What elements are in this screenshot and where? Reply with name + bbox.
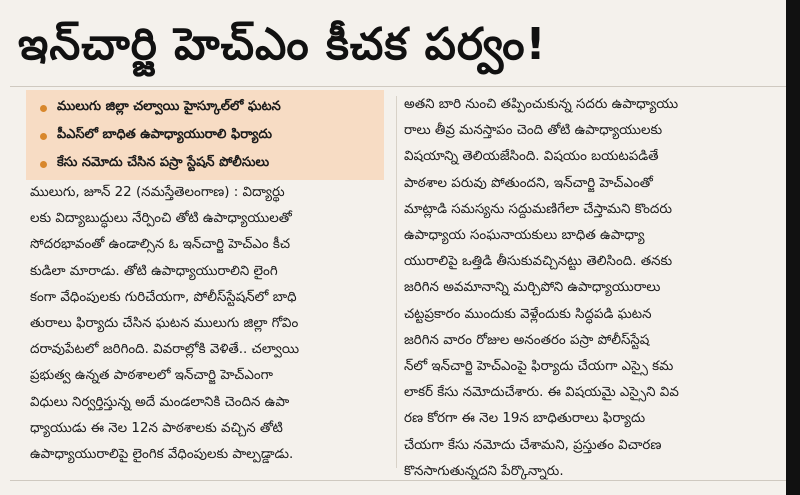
text-line: ప్రభుత్వ ఉన్నత పాఠశాలలో ఇన్‌చార్జి హెచ్‌ఎంగా <box>30 368 274 384</box>
highlight-item <box>26 122 384 150</box>
text-line: యురాలిపై ఒత్తిడి తీసుకువచ్చినట్టు తెలిసింది. తనకు <box>404 254 673 270</box>
text-line: విషయాన్ని తెలియజేసింది. విషయం బయటపడితే <box>404 149 659 165</box>
article-right-column <box>404 92 782 485</box>
highlights-box <box>26 90 384 180</box>
text-line: చట్టప్రకారం ముందుకు వెళ్లేందుకు సిద్ధపడి ఘటన <box>404 306 652 322</box>
highlight-text: ములుగు జిల్లా చల్వాయి హైస్కూల్‌లో ఘటన <box>57 99 281 114</box>
bottom-divider <box>10 480 786 481</box>
text-line: న్‌లో ఇన్‌చార్జి హెచ్‌ఎంపై ఫిర్యాదు చేయగా ఎస్సై కమ <box>404 359 674 375</box>
highlight-text: పీఎస్‌లో బాధిత ఉపాధ్యాయురాలి ఫిర్యాదు <box>57 127 273 142</box>
bullet-dot-icon <box>40 133 47 140</box>
highlight-text: కేసు నమోదు చేసిన పస్రా స్టేషన్ పోలీసులు <box>57 155 270 170</box>
article-left-column <box>30 180 390 468</box>
headline: ఇన్‌చార్జి హెచ్‌ఎం కీచక పర్వం! <box>18 19 547 70</box>
text-line: కొనసాగుతున్నదని పేర్కొన్నారు. <box>404 463 564 479</box>
text-line: ఉపాధ్యాయురాలిపై లైంగిక వేధింపులకు పాల్పడ్డాడు. <box>30 447 294 463</box>
text-line: లకు విద్యాబుద్ధులు నేర్పించి తోటి ఉపాధ్యాయులతో <box>30 211 292 227</box>
text-line: జరిగిన వారం రోజుల అనంతరం పస్రా పోలీస్‌స్టేష <box>404 332 650 348</box>
text-line: రణ కోరగా ఈ నెల 19న బాధితురాలు ఫిర్యాదు <box>404 411 646 427</box>
text-line: లాకర్ కేసు నమోదుచేశారు. ఈ విషయమై ఎస్సైని వివ <box>404 385 679 401</box>
text-line: పాఠశాల పరువు పోతుందని, ఇన్‌చార్జి హెచ్‌ఎంతో <box>404 175 653 191</box>
headline-divider <box>10 86 786 87</box>
text-line: మాట్లాడి సమస్యను సద్దుమణిగేలా చేస్తామని కొందరు <box>404 201 672 217</box>
bullet-dot-icon <box>40 105 47 112</box>
text-line: సోదరభావంతో ఉండాల్సిన ఓ ఇన్‌చార్జి హెచ్‌ఎం కీచ <box>30 237 291 253</box>
page-edge-rule <box>786 0 800 495</box>
text-line: విధులు నిర్వర్తిస్తున్న అదే మండలానికి చెందిన ఉపా <box>30 394 290 410</box>
text-line: చేయగా కేసు నమోదు చేశామని, ప్రస్తుతం విచారణ <box>404 437 662 453</box>
text-line: తురాలు ఫిర్యాదు చేసిన ఘటన ములుగు జిల్లా గోవిం <box>30 316 299 332</box>
text-line: జరిగిన అవమానాన్ని మర్చిపోని ఉపాధ్యాయురాలు <box>404 280 661 296</box>
highlight-item <box>26 150 384 178</box>
text-line: అతని బారి నుంచి తప్పించుకున్న సదరు ఉపాధ్యాయు <box>404 97 679 112</box>
text-line: ములుగు, జూన్ 22 (నమస్తేతెలంగాణ) : విద్యార్థు <box>30 185 285 200</box>
text-line: ధ్యాయుడు ఈ నెల 12న పాఠశాలకు వచ్చిన తోటి <box>30 420 283 436</box>
column-divider <box>396 96 397 468</box>
text-line: కుడిలా మారాడు. తోటి ఉపాధ్యాయురాలిని లైంగి <box>30 263 278 279</box>
text-line: ఉపాధ్యాయ సంఘనాయకులు బాధిత ఉపాధ్యా <box>404 228 645 244</box>
text-line: దరావుపేటలో జరిగింది. వివరాల్లోకి వెళితే.. చల్వాయి <box>30 342 300 358</box>
text-line: కంగా వేధింపులకు గురిచేయగా, పోలీస్‌స్టేషన్‌లో బాధి <box>30 289 297 305</box>
bullet-dot-icon <box>40 161 47 168</box>
text-line: రాలు తీవ్ర మనస్తాపం చెంది తోటి ఉపాధ్యాయులకు <box>404 123 663 139</box>
highlight-item <box>26 94 384 122</box>
